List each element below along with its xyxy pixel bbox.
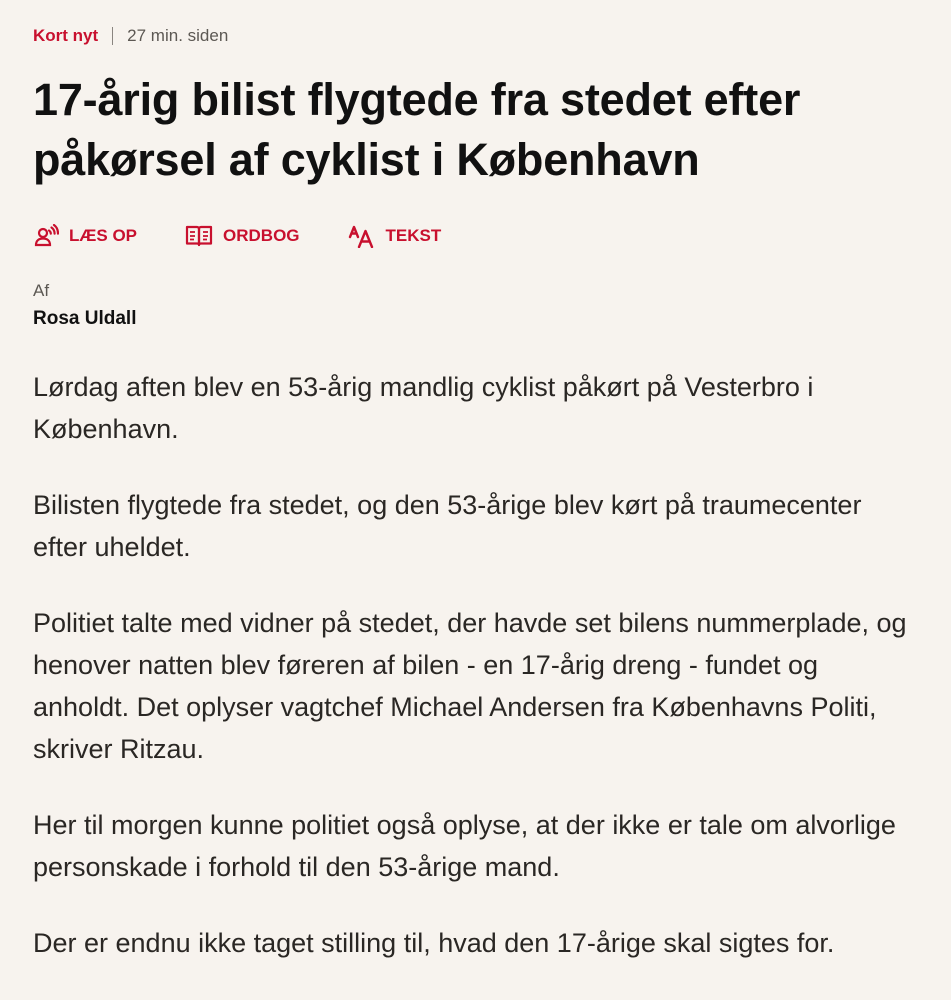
paragraph: Her til morgen kunne politiet også oplyse, at der ikke er tale om alvorlige personskade i forhold til den 53-årige mand. xyxy=(33,810,896,882)
article-body xyxy=(33,366,918,998)
paragraph: Lørdag aften blev en 53-årig mandlig cyklist påkørt på Vesterbro i København. xyxy=(33,372,814,444)
timestamp: 27 min. siden xyxy=(127,26,229,45)
byline-prefix: Af xyxy=(33,281,50,300)
read-aloud-label: LÆS OP xyxy=(69,226,138,245)
paragraph: Politiet talte med vidner på stedet, der havde set bilens nummerplade, og henover natten blev føreren af bilen - en 17-årig dreng - fundet og anholdt. Det oplyser vagtchef Michael Andersen fra Københavns Politi, skriver Ritzau. xyxy=(33,608,907,764)
dictionary-button[interactable] xyxy=(185,225,300,247)
article-meta xyxy=(33,26,228,46)
text-size-label: TEKST xyxy=(385,226,442,245)
paragraph: Der er endnu ikke taget stilling til, hvad den 17-årige skal sigtes for. xyxy=(33,928,835,958)
listen-icon xyxy=(33,224,69,248)
category-link[interactable]: Kort nyt xyxy=(33,26,99,45)
paragraph: Bilisten flygtede fra stedet, og den 53-årige blev kørt på traumecenter efter uheldet. xyxy=(33,490,862,562)
article-headline: 17-årig bilist flygtede fra stedet efter påkørsel af cyklist i København xyxy=(33,74,801,185)
read-aloud-button[interactable] xyxy=(33,224,137,248)
meta-divider xyxy=(112,27,113,45)
text-size-button[interactable] xyxy=(348,224,442,248)
dictionary-icon xyxy=(185,225,223,247)
author-name[interactable]: Rosa Uldall xyxy=(33,308,137,329)
dictionary-label: ORDBOG xyxy=(223,226,300,245)
article-toolbar xyxy=(33,222,489,250)
text-size-icon xyxy=(348,224,386,248)
